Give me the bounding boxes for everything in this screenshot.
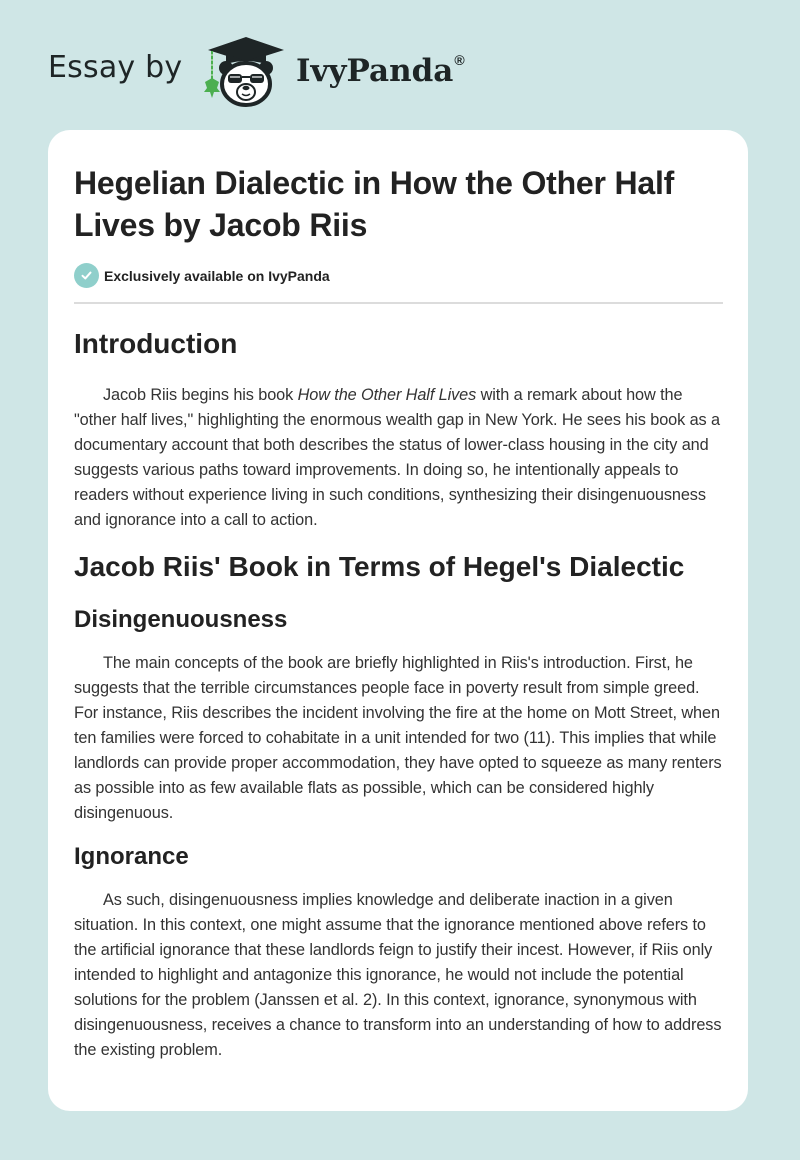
article-card — [48, 130, 748, 1111]
section-heading-hegel-dialectic: Jacob Riis' Book in Terms of Hegel's Dialectic — [74, 551, 685, 582]
disingenuousness-paragraph: The main concepts of the book are briefly highlighted in Riis's introduction. First, he suggests that the terrible circumstances people face in poverty result from simple greed. For instance, Riis describes the incident involving the fire at the home on Mott Street, when ten families were forced to cohabitate in a unit intended for two (11). This implies that while landlords can provide proper accommodation, they have opted to squeeze as many renters as possible into as few available flats as possible, which can be considered highly disingenuous. — [74, 654, 722, 822]
brand-name[interactable] — [296, 52, 465, 89]
paragraph-text: Jacob Riis begins his book — [103, 386, 298, 404]
subheading-ignorance: Ignorance — [74, 843, 189, 870]
article-body — [74, 324, 726, 1063]
paragraph-text: with a remark about how the "other half lives," highlighting the enormous wealth gap in New York. He sees his book as a documentary account that both describes the status of lower-class housing in the city and suggests various paths toward improvements. In doing so, he intentionally appeals to readers without experience living in such conditions, synthesizing their disingenuousness and ignorance into a call to action. — [74, 386, 720, 529]
article-title: Hegelian Dialectic in How the Other Half Lives by Jacob Riis — [74, 165, 675, 243]
introduction-paragraph — [74, 383, 726, 533]
exclusive-badge-label: Exclusively available on IvyPanda — [104, 267, 330, 284]
check-circle-icon — [74, 263, 99, 288]
section-heading-introduction: Introduction — [74, 328, 238, 359]
site-header — [0, 0, 800, 120]
exclusive-badge — [74, 263, 330, 288]
book-title-italic: How the Other Half Lives — [297, 386, 477, 404]
brand-text: IvyPanda — [296, 53, 454, 89]
panda-graduation-cap-icon[interactable] — [200, 34, 292, 108]
title-divider — [74, 302, 723, 304]
ignorance-paragraph: As such, disingenuousness implies knowledge and deliberate inaction in a given situation. In this context, one might assume that the ignorance mentioned above refers to the artificial ignorance that these landlords feign to justify their incest. However, if Riis only intended to highlight and antagonize this ignorance, he would not include the potential solutions for the problem (Janssen et al. 2). In this context, ignorance, synonymous with disingenuousness, receives a chance to transform into an understanding of how to address the existing problem. — [74, 891, 722, 1059]
registered-mark: ® — [454, 52, 465, 68]
subheading-disingenuousness: Disingenuousness — [74, 606, 288, 633]
essay-by-label: Essay by — [48, 50, 183, 85]
